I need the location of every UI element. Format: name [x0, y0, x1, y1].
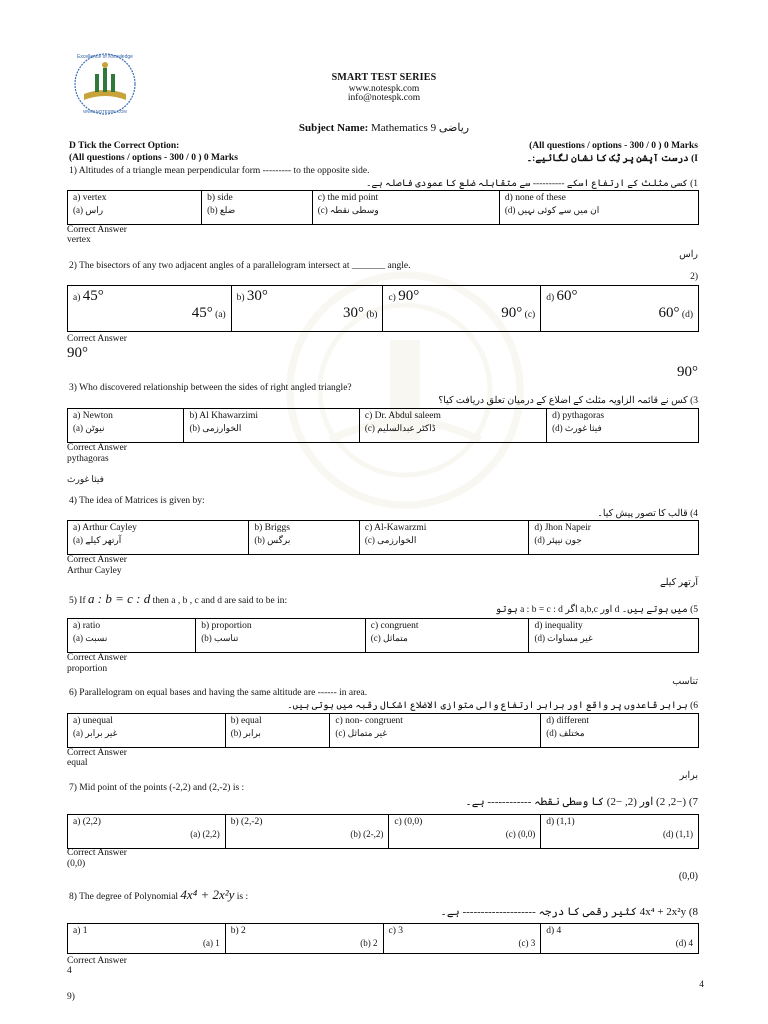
correct-answer-label: Correct Answer: [67, 443, 127, 453]
page-number: 4: [699, 980, 704, 990]
question-3-ur: 3) کس نے قائمہ الزاویہ مثلث کے اضلاع کے درمیان تعلق دریافت کیا؟: [438, 396, 698, 406]
question-2-options: [67, 285, 699, 332]
correct-answer-value: 4: [67, 966, 72, 976]
correct-answer-ur: تناسب: [672, 677, 698, 687]
correct-answer-value: pythagoras: [67, 454, 109, 464]
question-1-ur: 1) کسی مثلث کے ارتفاع اسکے ---------- سے متقابلہ ضلع کا عمودی فاصلہ ہے۔: [365, 179, 698, 189]
logo-url: WWW.NOTESPK.COM: [83, 109, 127, 114]
subject-value: Mathematics 9 ریاضی: [371, 122, 470, 134]
option-b[interactable]: b) equal برابر (b): [225, 714, 330, 748]
option-b[interactable]: b) proportion تناسب (b): [196, 619, 366, 653]
correct-answer-value: proportion: [67, 664, 108, 674]
correct-answer-value: equal: [67, 758, 88, 768]
option-c[interactable]: c) 3 3 (c): [383, 924, 541, 954]
correct-answer-value: 90°: [67, 345, 88, 361]
correct-answer-value: Arthur Cayley: [67, 566, 122, 576]
question-9-en: 9): [67, 992, 75, 1002]
question-8-ur: 8) 4x⁴ + 2x²y کثیر رقمی کا درجہ -------------------- ہے۔: [440, 906, 698, 918]
correct-answer-label: Correct Answer: [67, 956, 127, 966]
email-text: info@notespk.com: [347, 93, 421, 103]
correct-answer-ur: آرتھر کیلے: [660, 578, 698, 588]
question-7-ur: 7) (−2, 2) اور (2, −2) کا وسطی نقطہ ------------ ہے۔: [465, 796, 698, 808]
question-3-en: 3) Who discovered relationship between the sides of right angled triangle?: [69, 383, 352, 393]
question-4-options: [67, 520, 699, 555]
option-c[interactable]: c) (0,0) (0,0) (c): [389, 815, 541, 849]
option-a[interactable]: a) unequal غیر برابر (a): [68, 714, 226, 748]
option-a[interactable]: a) 1 1 (a): [68, 924, 226, 954]
option-b[interactable]: b) side ضلع (b): [202, 191, 313, 225]
website-text: www.notespk.com: [348, 84, 420, 94]
option-b[interactable]: b) 30° 30° (b): [231, 286, 383, 332]
option-a[interactable]: a) Arthur Cayley آرتھر کیلے (a): [68, 521, 249, 555]
option-d[interactable]: d) Jhon Napeir جون نیپئر (d): [529, 521, 699, 555]
correct-answer-label: Correct Answer: [67, 555, 127, 565]
instruction-ur: I) درست آپشن پر ٹِک کا نشان لگائیے:۔: [526, 154, 698, 164]
question-7-options: [67, 814, 699, 849]
question-6-en: 6) Parallelogram on equal bases and having the same altitude are ------ in area.: [69, 688, 368, 698]
correct-answer-label: Correct Answer: [67, 848, 127, 858]
option-c[interactable]: c) Al-Kawarzmi الخوارزمی (c): [359, 521, 529, 555]
correct-answer-ur: راس: [679, 250, 698, 260]
option-b[interactable]: b) 2 2 (b): [225, 924, 383, 954]
correct-answer-ur: فیثا غورث: [67, 474, 104, 484]
correct-answer-value: vertex: [67, 235, 91, 245]
option-c[interactable]: c) congruent متماثل (c): [365, 619, 529, 653]
correct-answer-ur: برابر: [679, 771, 698, 781]
question-2-ur: (2: [690, 272, 698, 282]
option-d[interactable]: d) (1,1) (1,1) (d): [541, 815, 699, 849]
option-c[interactable]: c) the mid point وسطی نقطہ (c): [312, 191, 499, 225]
question-2-en: 2) The bisectors of any two adjacent angles of a parallelogram intersect at _______ angle.: [69, 261, 411, 271]
option-b[interactable]: b) (2,-2) (2,-2) (b): [225, 815, 389, 849]
subject-label: Subject Name:: [298, 122, 369, 134]
option-b[interactable]: b) Al Khawarzimi الخوارزمی (b): [184, 409, 359, 443]
option-d[interactable]: d) 60° 60° (d): [541, 286, 699, 332]
test-title: SMART TEST SERIES: [331, 72, 437, 83]
question-8-en: 8) The degree of Polynomial 4x⁴ + 2x²y is :: [69, 887, 249, 902]
option-a[interactable]: a) Newton نیوٹن (a): [68, 409, 184, 443]
question-3-options: [67, 408, 699, 443]
correct-answer-label: Correct Answer: [67, 748, 127, 758]
question-1-en: 1) Altitudes of a triangle mean perpendicular form --------- to the opposite side.: [69, 166, 370, 176]
option-c[interactable]: c) 90° 90° (c): [383, 286, 541, 332]
question-5-ur: 5) میں ہوتے ہیں۔ d اور a,b,c اگر a : b = c : d ہوتو: [495, 605, 698, 615]
question-4-ur: 4) قالب کا تصور پیش کیا۔: [597, 509, 698, 519]
question-6-ur: 6) برابر قاعدوں پر واقع اور برابر ارتفاع والی متوازی الاضلاع اشکال رقبہ میں ہوتی ہیں۔: [287, 701, 698, 711]
option-c[interactable]: c) Dr. Abdul saleem ڈاکٹر عبدالسلیم (c): [359, 409, 546, 443]
option-a[interactable]: a) vertex راس (a): [68, 191, 202, 225]
instruction-en: D Tick the Correct Option:: [69, 141, 180, 151]
correct-answer-label: Correct Answer: [67, 653, 127, 663]
option-a[interactable]: a) 45° 45° (a): [68, 286, 232, 332]
logo-text: Excellence of Knowledge: [77, 54, 133, 60]
option-d[interactable]: d) inequality غیر مساوات (d): [529, 619, 699, 653]
question-7-en: 7) Mid point of the points (-2,2) and (2,-2) is :: [69, 783, 245, 793]
correct-answer-label: Correct Answer: [67, 225, 127, 235]
question-4-en: 4) The idea of Matrices is given by:: [69, 496, 205, 506]
question-5-options: [67, 618, 699, 653]
marks-right: (All questions / options - 300 / 0 ) 0 Marks: [529, 141, 698, 151]
option-c[interactable]: c) non- congruent غیر متماثل (c): [330, 714, 541, 748]
option-d[interactable]: d) none of these ان میں سے کوئی نہیں (d): [499, 191, 698, 225]
option-d[interactable]: d) pythagoras فیثا غورث (d): [547, 409, 699, 443]
subject-line: [0, 121, 768, 134]
question-1-options: [67, 190, 699, 225]
question-8-options: [67, 923, 699, 954]
correct-answer-label: Correct Answer: [67, 334, 127, 344]
option-b[interactable]: b) Briggs برگس (b): [249, 521, 360, 555]
marks-en: (All questions / options - 300 / 0 ) 0 Marks: [69, 153, 238, 163]
option-d[interactable]: d) different مختلف (d): [541, 714, 699, 748]
correct-answer-ur: 90°: [677, 364, 698, 380]
question-6-options: [67, 713, 699, 748]
correct-answer-value: (0,0): [67, 859, 86, 869]
correct-answer-ur: (0,0): [678, 871, 698, 882]
question-5-en: 5) If a : b = c : d then a , b , c and d are said to be in:: [69, 591, 288, 606]
option-d[interactable]: d) 4 4 (d): [541, 924, 699, 954]
option-a[interactable]: a) (2,2) (2,2) (a): [68, 815, 226, 849]
option-a[interactable]: a) ratio نسبت (a): [68, 619, 196, 653]
